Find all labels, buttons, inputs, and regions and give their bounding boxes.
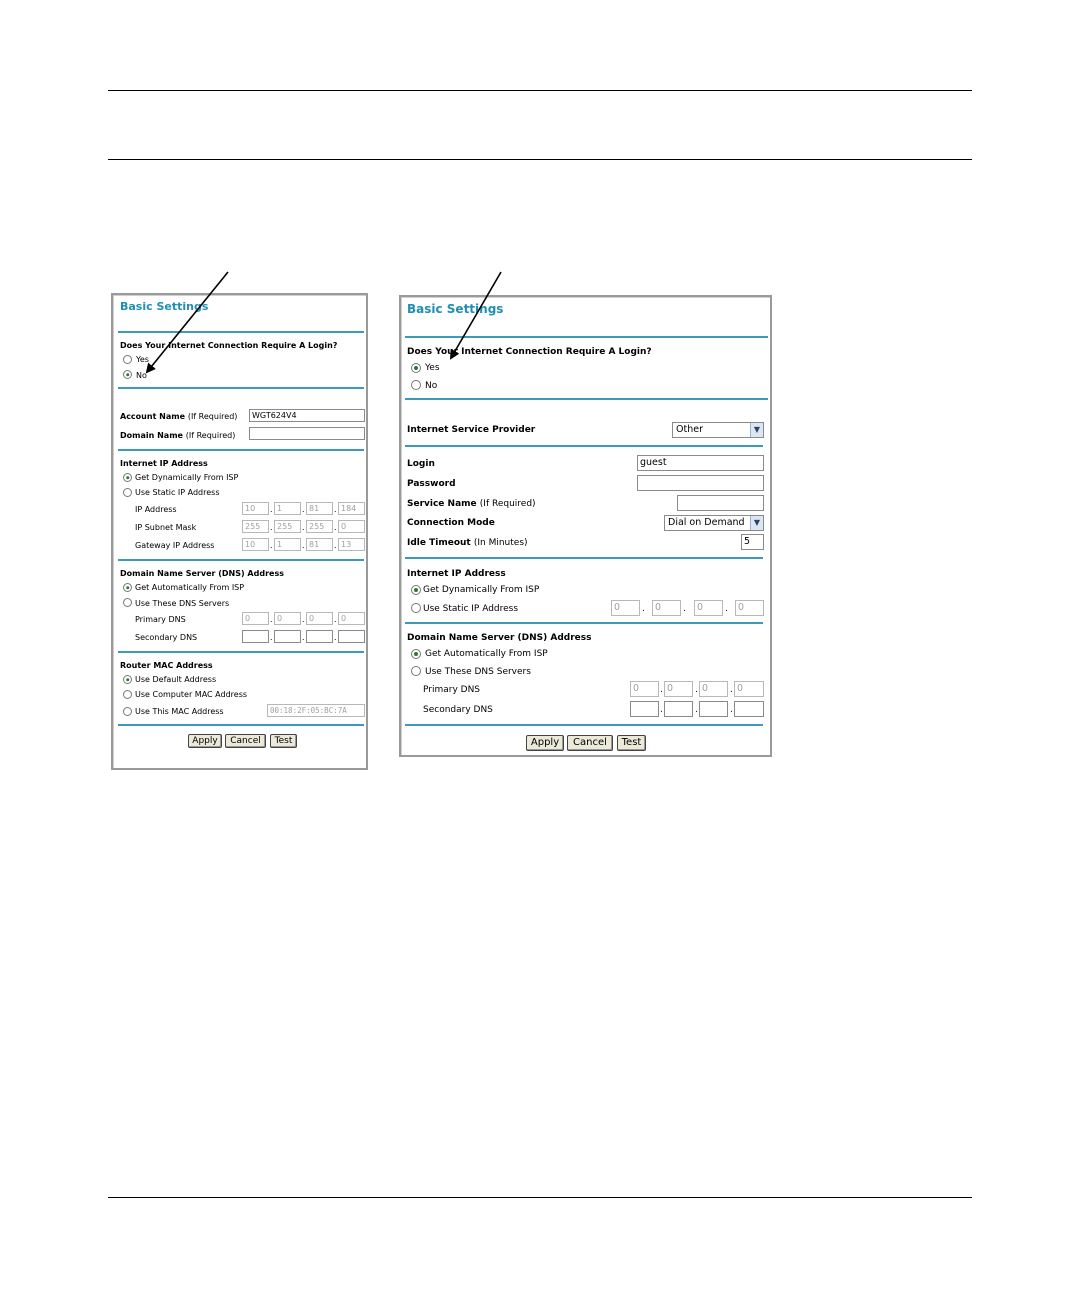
domain-name-label: Domain Name (If Required) — [120, 431, 236, 440]
mac-this-label: Use This MAC Address — [135, 707, 224, 716]
service-name-label: Service Name (If Required) — [407, 499, 536, 509]
account-name-input[interactable]: WGT624V4 — [249, 409, 365, 422]
ip-dynamic-label: Get Dynamically From ISP — [135, 473, 239, 482]
octet-separator: . — [683, 604, 686, 614]
ip-static-label: Use Static IP Address — [135, 488, 220, 497]
ip-static-label: Use Static IP Address — [423, 604, 519, 614]
gateway-octet-4[interactable]: 13 — [338, 538, 365, 551]
static-ip-octet-4[interactable]: 0 — [735, 600, 764, 616]
octet-separator: . — [642, 604, 645, 614]
dns-heading: Domain Name Server (DNS) Address — [120, 569, 284, 578]
connection-mode-value: Dial on Demand — [668, 517, 745, 528]
login-no-label: No — [136, 371, 147, 380]
octet-separator: . — [334, 615, 337, 624]
octet-separator: . — [695, 685, 698, 695]
octet-separator: . — [660, 685, 663, 695]
dns-auto-label: Get Automatically From ISP — [135, 583, 245, 592]
internet-ip-heading: Internet IP Address — [120, 459, 208, 468]
idle-timeout-label: Idle Timeout (In Minutes) — [407, 538, 528, 548]
left-callout-arrow — [147, 272, 228, 372]
octet-separator: . — [270, 505, 273, 514]
octet-separator: . — [270, 633, 273, 642]
primary-dns-label: Primary DNS — [135, 615, 186, 624]
octet-separator: . — [730, 705, 733, 715]
dns-auto-label: Get Automatically From ISP — [425, 649, 548, 659]
router-mac-heading: Router MAC Address — [120, 661, 213, 670]
chevron-down-icon[interactable]: ▼ — [750, 423, 763, 437]
cancel-button[interactable]: Cancel — [567, 735, 613, 751]
static-ip-octet-1[interactable]: 0 — [611, 600, 640, 616]
primary-dns-octet-1[interactable]: 0 — [242, 612, 269, 625]
octet-separator: . — [270, 541, 273, 550]
ip-address-octet-2[interactable]: 1 — [274, 502, 301, 515]
octet-separator: . — [660, 705, 663, 715]
subnet-octet-2[interactable]: 255 — [274, 520, 301, 533]
octet-separator: . — [302, 615, 305, 624]
octet-separator: . — [302, 633, 305, 642]
login-label: Login — [407, 459, 435, 469]
dns-manual-label: Use These DNS Servers — [135, 599, 230, 608]
gateway-octet-1[interactable]: 10 — [242, 538, 269, 551]
octet-separator: . — [725, 604, 728, 614]
static-ip-octet-2[interactable]: 0 — [652, 600, 681, 616]
cancel-button[interactable]: Cancel — [225, 734, 266, 748]
octet-separator: . — [302, 523, 305, 532]
test-button[interactable]: Test — [617, 735, 646, 751]
mac-computer-label: Use Computer MAC Address — [135, 690, 248, 699]
apply-button[interactable]: Apply — [526, 735, 564, 751]
octet-separator: . — [334, 633, 337, 642]
primary-dns-octet-3[interactable]: 0 — [699, 681, 728, 697]
isp-select-value: Other — [676, 424, 703, 435]
login-input[interactable]: guest — [637, 455, 764, 471]
right-callout-arrow — [451, 272, 501, 358]
gateway-octet-3[interactable]: 81 — [306, 538, 333, 551]
gateway-label: Gateway IP Address — [135, 541, 215, 550]
account-name-label: Account Name (If Required) — [120, 412, 238, 421]
idle-timeout-input[interactable]: 5 — [741, 534, 764, 550]
ip-address-octet-3[interactable]: 81 — [306, 502, 333, 515]
password-label: Password — [407, 479, 456, 489]
primary-dns-octet-3[interactable]: 0 — [306, 612, 333, 625]
login-question: Does Your Internet Connection Require A Login? — [407, 347, 652, 357]
ip-address-label: IP Address — [135, 505, 177, 514]
static-ip-octet-3[interactable]: 0 — [694, 600, 723, 616]
chevron-down-icon[interactable]: ▼ — [750, 516, 763, 530]
octet-separator: . — [334, 523, 337, 532]
login-yes-label: Yes — [425, 363, 440, 373]
primary-dns-octet-4[interactable]: 0 — [338, 612, 365, 625]
ip-address-octet-1[interactable]: 10 — [242, 502, 269, 515]
primary-dns-label: Primary DNS — [423, 685, 481, 695]
connection-mode-label: Connection Mode — [407, 518, 495, 528]
subnet-octet-4[interactable]: 0 — [338, 520, 365, 533]
ip-dynamic-label: Get Dynamically From ISP — [423, 585, 540, 595]
internet-ip-heading: Internet IP Address — [407, 569, 506, 579]
login-yes-label: Yes — [136, 355, 149, 364]
secondary-dns-label: Secondary DNS — [423, 705, 493, 715]
octet-separator: . — [302, 541, 305, 550]
subnet-mask-label: IP Subnet Mask — [135, 523, 197, 532]
mac-address-input[interactable]: 00:18:2F:05:BC:7A — [267, 704, 365, 717]
octet-separator: . — [730, 685, 733, 695]
octet-separator: . — [334, 505, 337, 514]
octet-separator: . — [302, 505, 305, 514]
octet-separator: . — [270, 523, 273, 532]
panel-title: Basic Settings — [407, 302, 504, 316]
primary-dns-octet-4[interactable]: 0 — [734, 681, 764, 697]
gateway-octet-2[interactable]: 1 — [274, 538, 301, 551]
primary-dns-octet-2[interactable]: 0 — [664, 681, 693, 697]
octet-separator: . — [334, 541, 337, 550]
login-no-label: No — [425, 381, 438, 391]
panel-title: Basic Settings — [120, 300, 209, 313]
test-button[interactable]: Test — [270, 734, 297, 748]
isp-label: Internet Service Provider — [407, 425, 536, 435]
primary-dns-octet-1[interactable]: 0 — [630, 681, 659, 697]
subnet-octet-1[interactable]: 255 — [242, 520, 269, 533]
ip-address-octet-4[interactable]: 184 — [338, 502, 365, 515]
login-question: Does Your Internet Connection Require A Login? — [120, 341, 338, 350]
secondary-dns-label: Secondary DNS — [135, 633, 198, 642]
dns-manual-label: Use These DNS Servers — [425, 667, 531, 677]
subnet-octet-3[interactable]: 255 — [306, 520, 333, 533]
octet-separator: . — [270, 615, 273, 624]
dns-heading: Domain Name Server (DNS) Address — [407, 633, 592, 643]
primary-dns-octet-2[interactable]: 0 — [274, 612, 301, 625]
octet-separator: . — [695, 705, 698, 715]
mac-default-label: Use Default Address — [135, 675, 217, 684]
apply-button[interactable]: Apply — [188, 734, 222, 748]
